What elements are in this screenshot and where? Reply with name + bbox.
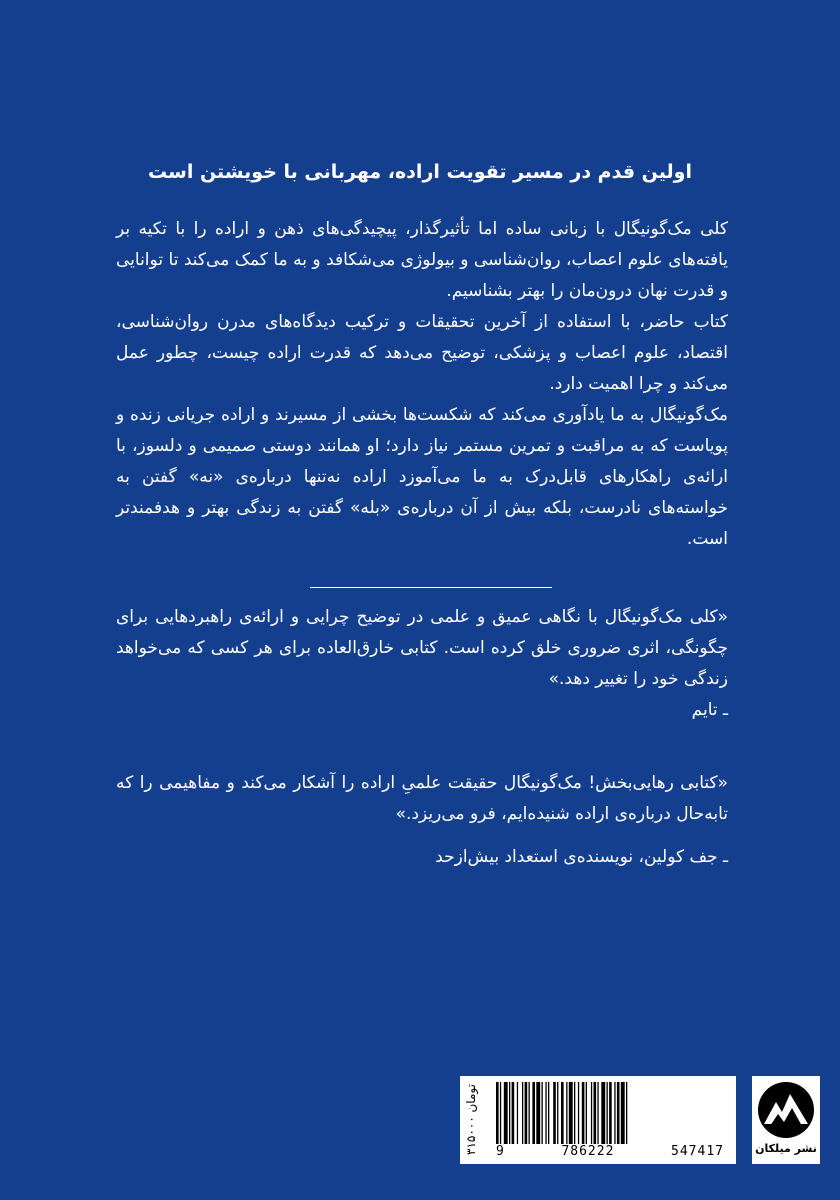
isbn-group-2: 547417 — [671, 1144, 724, 1159]
quote-text: «کلی مک‌گونیگال با نگاهی عمیق و علمی در توضیح چرایی و ارائه‌ی راهبردهایی برای چگونگی، اثری ضروری خلق کرده است. کتابی خارق‌العاده برای هر کسی که می‌خواهد زندگی خود را تغییر دهد.» — [116, 607, 728, 689]
blurb-paragraph-1: کلی مک‌گونیگال با زبانی ساده اما تأثیرگذار، پیچیدگی‌های ذهن و اراده را با تکیه بر یافته‌های علوم اعصاب، روان‌شناسی و بیولوژی می‌شکافد و به ما کمک می‌کند تا توانایی و قدرت نهان درون‌مان را بهتر بشناسیم. — [116, 219, 728, 301]
quote-attribution: ـ تایم — [691, 700, 728, 720]
review-quote-2 — [116, 768, 728, 873]
isbn-group-1: 786222 — [561, 1144, 615, 1159]
blurb-paragraph-3: مک‌گونیگال به ما یادآوری می‌کند که شکست‌ها بخشی از مسیرند و اراده جریانی زنده و پویاست که به مراقبت و تمرین مستمر نیاز دارد؛ او همانند دوستی صمیمی و دلسوز، با ارائه‌ی راهکارهای قابل‌درک به ما می‌آموزد اراده نه‌تنها درباره‌ی «نه» گفتن به خواسته‌های نادرست، بلکه بیش از آن درباره‌ی «بله» گفتن به زندگی بهتر و هدفمندتر است. — [116, 405, 728, 549]
divider — [310, 587, 552, 588]
isbn-barcode — [460, 1076, 736, 1164]
isbn-number — [490, 1144, 730, 1162]
blurb-paragraph-2: کتاب حاضر، با استفاده از آخرین تحقیقات و ترکیب دیدگاه‌های مدرن روان‌شناسی، اقتصاد، علوم اعصاب و پزشکی، توضیح می‌دهد که قدرت اراده چیست، چطور عمل می‌کند و چرا اهمیت دارد. — [116, 312, 728, 394]
publisher-name: نشر میلکان — [755, 1142, 817, 1155]
blurb — [116, 214, 728, 555]
headline: اولین قدم در مسیر تقویت اراده، مهربانی با خویشتن است — [148, 161, 692, 183]
price-label: ۳۱۵۰۰۰ تومان — [464, 1084, 478, 1156]
quote-text: «کتابی رهایی‌بخش! مک‌گونیگال حقیقت علمیِ اراده را آشکار می‌کند و مفاهیمی را که تابه‌حال درباره‌ی اراده شنیده‌ایم، فرو می‌ریزد.» — [116, 773, 728, 824]
review-quote-1 — [116, 602, 728, 726]
barcode-bars — [494, 1082, 726, 1144]
isbn-prefix: 9 — [496, 1144, 505, 1159]
publisher-logo — [752, 1076, 820, 1164]
quote-attribution: ـ جف کولین، نویسنده‌ی استعداد بیش‌ازحد — [435, 847, 728, 867]
mountain-icon — [756, 1080, 816, 1140]
